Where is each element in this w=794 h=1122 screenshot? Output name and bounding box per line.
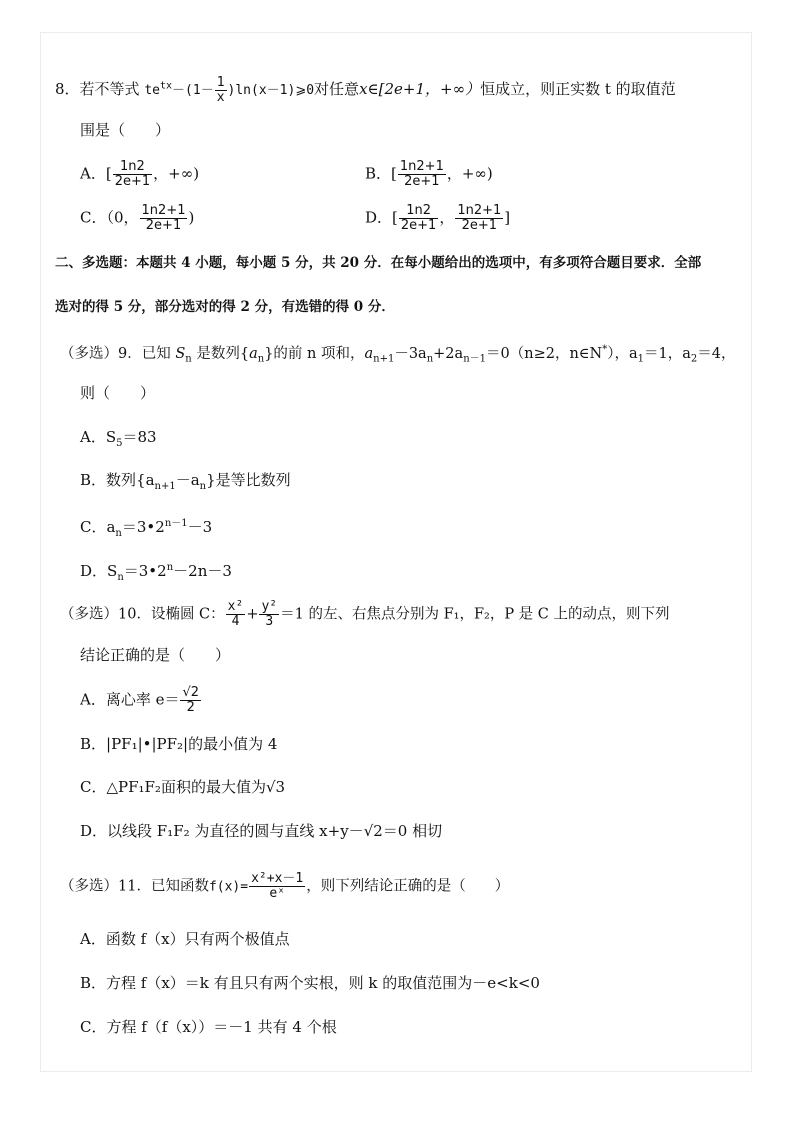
q8-option-d-frac2: $\frac{1n2+1}{2e+1}$	[457, 203, 502, 233]
q10-stem-line2: 结论正确的是（ ）	[80, 646, 231, 664]
q9-option-d: D．$S_n=3•2^n-2n-3$	[80, 562, 232, 583]
q11-option-c: C．方程 f（f（x））＝－1 共有 4 个根	[80, 1018, 337, 1036]
q8-inequality: $te^{tx}-(1-$ $\frac{1}{x}$ )ln(x－1)⩾0	[144, 75, 315, 105]
q8-prefix: 若不等式	[79, 80, 140, 98]
q8-option-d-frac1: $\frac{1n2}{2e+1}$	[400, 203, 437, 233]
q11-frac: $\frac{\text{x²+x－1}}{\text{eˣ}}$	[251, 871, 304, 901]
q8-option-a: A．[ $\frac{1n2}{2e+1}$ ，+∞)	[80, 159, 200, 189]
q10-option-a-frac: $\frac{√2}{2}$	[182, 685, 200, 715]
q8-stem-line2: 围是（ ）	[80, 121, 171, 139]
q11-option-a: A．函数 f（x）只有两个极值点	[80, 930, 290, 948]
q8-number: 8．	[55, 80, 80, 98]
q8-option-c-frac: $\frac{1n2+1}{2e+1}$	[141, 203, 186, 233]
q8-option-c: C．（0， $\frac{1n2+1}{2e+1}$ )	[80, 203, 195, 233]
q10-option-a: A．离心率 e＝ $\frac{√2}{2}$	[80, 685, 200, 715]
q10-option-d: D．以线段 F₁F₂ 为直径的圆与直线 x+y－√2＝0 相切	[80, 822, 443, 840]
q11-stem: （多选）11．已知函数f(x)= $\frac{\text{x²+x－1}}{\text{eˣ}}$ ，则下列结论正确的是（ ）	[60, 871, 510, 901]
q9-stem: （多选）9．已知 $S_n$ 是数列$\{a_n\}$的前 n 项和，$a_{n+1}-3a_n+2a_{n-1}=0(n\ge 2$，n∈N*），$a_1=1$，$a_2=4$，	[60, 344, 736, 365]
q8-option-b: B．[ $\frac{1n2+1}{2e+1}$ ，+∞)	[365, 159, 493, 189]
q9-option-c: C．$a_n=3•2^{n-1}-3$	[80, 518, 213, 539]
section2-instructions-line2: 选对的得 5 分，部分选对的得 2 分，有选错的得 0 分．	[55, 299, 395, 315]
q8-option-d: D．[ $\frac{1n2}{2e+1}$ ， $\frac{1n2+1}{2e+1}$ ]	[365, 203, 511, 233]
q9-stem-line2: 则（ ）	[80, 384, 156, 402]
q9-option-b: B．数列$\{a_{n+1}-a_n\}$是等比数列	[80, 471, 291, 492]
q9-option-a: A．$S_5=83$	[80, 428, 157, 449]
q8-option-a-frac: $\frac{1n2}{2e+1}$	[114, 159, 151, 189]
q10-option-c: C．△PF₁F₂面积的最大值为√3	[80, 778, 286, 796]
q10-frac-x: $\frac{\text{x²}}{4}$	[227, 599, 244, 629]
q8-option-b-frac: $\frac{1n2+1}{2e+1}$	[399, 159, 444, 189]
q10-option-b: B．|PF₁|•|PF₂|的最小值为 4	[80, 735, 278, 753]
q10-stem: （多选）10．设椭圆 C： $\frac{\text{x²}}{4}$ + $\frac{\text{y²}}{3}$ ＝1 的左、右焦点分别为 F₁，F₂，P 是 C 上的动点，则下列	[60, 599, 670, 629]
q10-frac-y: $\frac{\text{y²}}{3}$	[261, 599, 278, 629]
q8-frac: $\frac{1}{x}$	[216, 75, 225, 105]
q8-stem: 8．若不等式 $te^{tx}-(1-$ $\frac{1}{x}$ )ln(x－1)⩾0对任意x∈[2e+1，+∞）恒成立，则正实数 t 的取值范	[55, 75, 676, 105]
section2-instructions-line1: 二、多选题：本题共 4 小题，每小题 5 分，共 20 分．在每小题给出的选项中，有多项符合题目要求．全部	[55, 255, 702, 271]
q11-option-b: B．方程 f（x）＝k 有且只有两个实根，则 k 的取值范围为－e<k<0	[80, 974, 540, 992]
